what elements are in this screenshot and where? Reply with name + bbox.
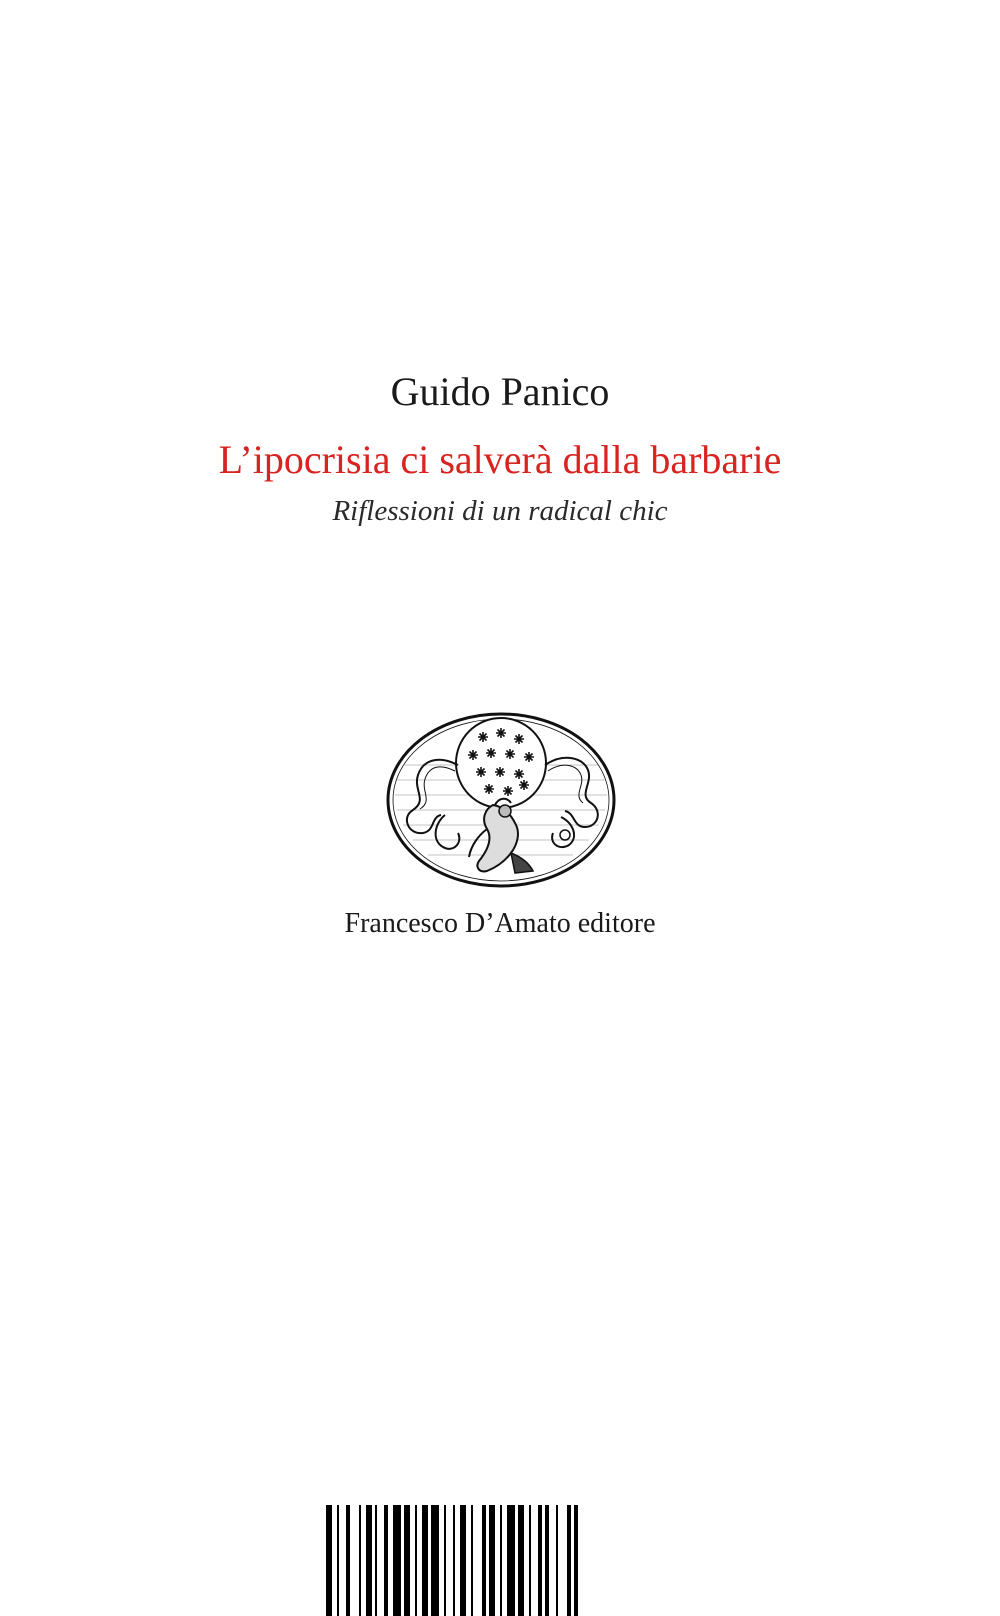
barcode-bar [366,1505,372,1616]
barcode-bar [346,1505,350,1616]
barcode-bar [404,1505,410,1616]
barcode-bar [393,1505,401,1616]
barcode-bar [460,1505,466,1616]
barcode-bar [482,1505,486,1616]
barcode-bar [453,1505,455,1616]
barcode-bar [545,1505,549,1616]
book-title: L’ipocrisia ci salverà dalla barbarie [218,437,782,482]
barcode-bar [431,1505,439,1616]
barcode-bar [529,1505,531,1616]
barcode-bar [422,1505,428,1616]
barcode-bar [326,1505,332,1616]
barcode-bar [337,1505,339,1616]
barcode-bar [471,1505,473,1616]
barcode-bar [518,1505,524,1616]
barcode-icon [326,1505,692,1616]
book-subtitle: Riflessioni di un radical chic [332,495,668,527]
barcode-bar [359,1505,361,1616]
barcode-bar [415,1505,417,1616]
publisher-name: Francesco D’Amato editore [344,908,656,939]
barcode-bar [500,1505,502,1616]
barcode-bar [567,1505,571,1616]
barcode-bar [489,1505,495,1616]
barcode-bar [507,1505,515,1616]
author-name: Guido Panico [390,369,610,414]
barcode-bar [556,1505,558,1616]
barcode-bar [444,1505,446,1616]
barcode-bar [574,1505,578,1616]
barcode-bar [375,1505,377,1616]
atlas-globe-emblem-icon [383,705,619,895]
barcode-bar [538,1505,542,1616]
barcode-bar [384,1505,388,1616]
